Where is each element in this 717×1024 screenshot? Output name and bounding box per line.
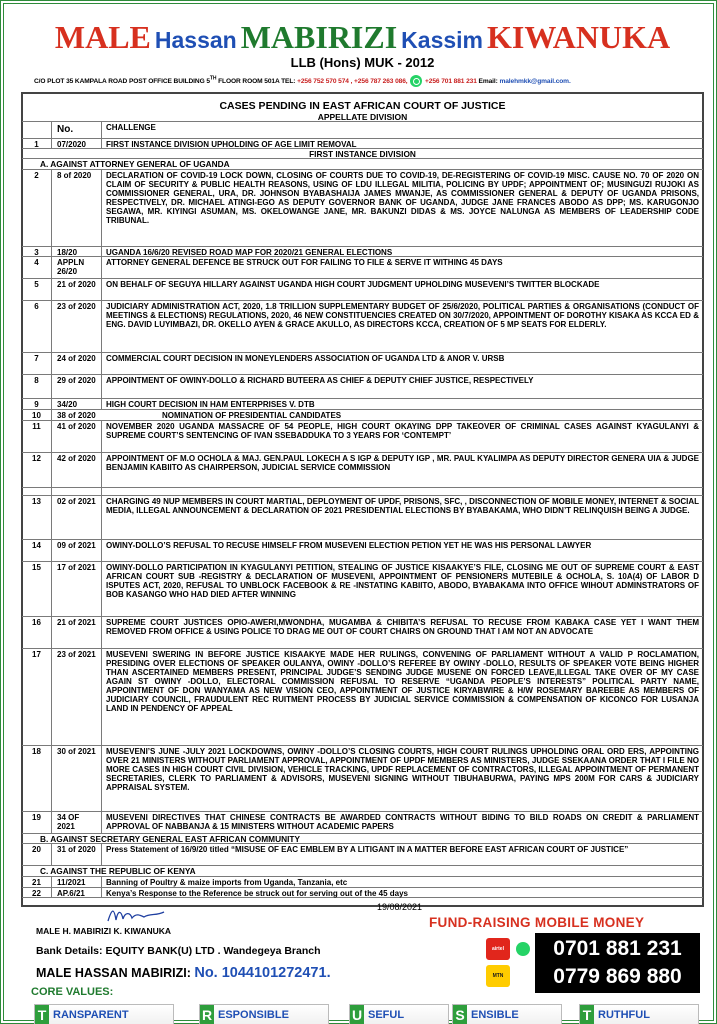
section-c-heading: C. AGAINST THE REPUBLIC OF KENYA [22, 865, 703, 876]
table-row: 15 17 of 2021 OWINY-DOLLO PARTICIPATION IN KYAGULANYI PETITION, STEALING OF JUSTICE KISAAKYE’S FILE, CLOSING ME OUT OF SUPREME COURT & EAST AFRICAN COURT SUB -REGISTRY & DECLARATION OF MUSEVENI, APPOINTMENT OF PENSIONERS MUTEBILE & OCHOLA, S. 10A(4) OF LABOR D ISPUTES ACT, 2020, REFUSAL TO UNBLOCK FACEBOOK & RE -INSTATING KABIITO, ABODO, BYABAKAMA INTO OFFICE WIHOUT ADMINSTRATORS OF BOB KASANGO WHO HAD DIED AFTER WINNING [22, 561, 703, 616]
section-first-instance: FIRST INSTANCE DIVISION [22, 148, 703, 158]
table-row: 18 30 of 2021 MUSEVENI’S JUNE -JULY 2021 LOCKDOWNS, OWINY -DOLLO’S CLOSING COURTS, HIGH COURT RULINGS UPHOLDING ORAL ORD ERS, APPOINTING OVER 21 MINISTERS WITHOUT PARLIAMENT APPROVAL, APPOINTMENT OF UPDF MEMBERS AS MINISTERS, JUDGE SSEKAANA ORDER THAT I FILE NO MORE CASES IN HIGH COURT CIVIL DIVISION, VEHICLE TRACKING, UPDF REPLACEMENT OF CONTRACTORS, ILLEGAL APPOINTMENT OF PERMANENT SECRETARIES, CLERK TO PARLIAMENT & ADVISORS, MUSEVENI SIGNING WITHOUT TIBUHABURWA, PAYING MPS 200M FOR CARS & JUDICIARY APPRAISAL SYSTEM. [22, 745, 703, 811]
col-no-header: No. [52, 122, 102, 138]
account-number: No. 1044101272471. [194, 965, 331, 981]
value-sensible: S ENSIBLE [452, 1004, 562, 1024]
fundraising-title: FUND-RAISING MOBILE MONEY [429, 915, 645, 930]
address: C/O PLOT 35 KAMPALA ROAD POST OFFICE BUILDING 5 [34, 77, 210, 85]
col-challenge-header: CHALLENGE [106, 123, 156, 132]
value-transparent: T RANSPARENT [34, 1004, 174, 1024]
qualification: LLB (Hons) MUK - 2012 [290, 55, 435, 70]
table-row: 7 24 of 2020 COMMERCIAL COURT DECISION IN MONEYLENDERS ASSOCIATION OF UGANDA LTD & ANOR V. URSB [22, 352, 703, 374]
table-row: 8 29 of 2020 APPOINTMENT OF OWINY-DOLLO & RICHARD BUTEERA AS CHIEF & DEPUTY CHIEF JUSTICE, RESPECTIVELY [22, 374, 703, 398]
table-row-spacer [22, 487, 703, 495]
table-row: 10 38 of 2020 NOMINATION OF PRESIDENTIAL CANDIDATES [22, 409, 703, 420]
core-values-strip [34, 1004, 704, 1024]
email-address: malehmkk@gmail.com. [499, 77, 571, 85]
bank-details: Bank Details: EQUITY BANK(U) LTD . Wandegeya Branch [36, 945, 321, 957]
contact-line [34, 75, 694, 87]
table-row: 3 18/20 UGANDA 16/6/20 REVISED ROAD MAP FOR 2020/21 GENERAL ELECTIONS [22, 246, 703, 256]
phone-numbers: +256 752 570 574 , +256 787 263 086, [297, 77, 408, 85]
table-row: 22 AP.6/21 Kenya’s Response to the Reference be struck out for serving out of the 45 days [22, 887, 703, 898]
phone-whatsapp: +256 701 881 231 [425, 77, 477, 85]
name-kassim: Kassim [401, 27, 483, 53]
mobile-money-number-1: 0701 881 231 [553, 937, 682, 960]
section-a-heading: A. AGAINST ATTORNEY GENERAL OF UGANDA [22, 158, 703, 169]
table-row: 16 21 of 2021 SUPREME COURT JUSTICES OPIO-AWERI,MWONDHA, MUGAMBA & CHIBITA’S REFUSAL TO RECUSE FROM KABAKA CASE YET I WANT THEM REMOVED FROM OFFICE & USING POLICE TO DRAG ME OUT OF COURT CHAIRS ON GROUND THAT I AM NOT AN ADVOCATE [22, 616, 703, 648]
table-header [22, 121, 703, 138]
name-male: MALE [54, 19, 151, 55]
account-line [36, 965, 331, 981]
value-truthful: T RUTHFUL [579, 1004, 699, 1024]
table-row: 17 23 of 2021 MUSEVENI SWERING IN BEFORE JUSTICE KISAAKYE MADE HER RULINGS, CONVENING OF PARLIAMENT WITHOUT A VALID P ROCLAMATION, PRESIDING OVER ELECTIONS OF SPEAKER OULANYA, OWINY -DOLLO’S REFEREE BY OWINY -DOLLO, RESULTS OF SPEAKER VOTE BEING HIGHER THAN ASCERTAINED MEMBERS PRESENT, PRINCIPAL JUDGE’S SENDING JUDGE MUSENE ON FORCED LEAVE,ILLEGAL TAKE OVER OF MY CASE AGAIN ST OWINY -DOLLO, ELECTORAL COMMISSION REFUSAL TO RESERVE “UGANDA PEOPLE’S INTERESTS” POLITICAL PARTY NAME, APPOINTMENT OF DON WANYAMA AS NEW VISION CEO, APPOINTMENT OF JUSTICE KIRYABWIRE & H/W ROSEMARY BAREEBE AS MEMBERS OF JUDICIARY COUNCIL, FRAUDULENT REC RUITMENT PROCESS BY JUDICIAL SERVICE COMMISSION & COMPENSATION OF KICONCO FOR LUSANJA LAND IN PENDENCY OF APPEAL [22, 648, 703, 745]
name-kiwanuka: KIWANUKA [487, 19, 671, 55]
table-row: 11 41 of 2020 NOVEMBER 2020 UGANDA MASSACRE OF 54 PEOPLE, HIGH COURT OKAYING DPP TAKEOVER OF CRIMINAL CASES AGAINST KYAGULANYI & SUPREME COURT’S SENTENCING OF IVAN SSEBADDUKA TO 3 YEARS FOR ‘CONTEMPT’ [22, 420, 703, 452]
mobile-money-box [535, 933, 700, 993]
mtn-logo-icon: MTN [486, 965, 510, 987]
name-hassan: Hassan [154, 27, 237, 53]
whatsapp-icon [410, 75, 422, 87]
address-floor: FLOOR ROOM 501A TEL: [218, 77, 296, 85]
table-row: 6 23 of 2020 JUDICIARY ADMINISTRATION ACT, 2020, 1.8 TRILLION SUPPLEMENTARY BUDGET OF 25/6/2020, POLITICAL PARTIES & ORGANISATIONS (CONDUCT OF MEETINGS & ELECTIONS) REGULATIONS, 2020, 46 NEW CONSTITUENCIES CREATED ON 30/7/2020, APPOINTMENT OF DOROTHY KISAKA AS KCCA ED & ENG. DAVID LUYIMBAZI, DR. OKELLO AYEN & GRACE AKULLO, AS DIRECTORS KCCA, CREATION OF 5 MP SEATS FOR ELDERLY. [22, 300, 703, 352]
table-row: 21 11/2021 Banning of Poultry & maize imports from Uganda, Tanzania, etc [22, 876, 703, 887]
core-values-label: CORE VALUES: [31, 986, 114, 998]
address-sup: TH [209, 75, 217, 82]
mobile-money-number-2: 0779 869 880 [553, 965, 682, 988]
value-useful: U SEFUL [349, 1004, 449, 1024]
section-b-heading: B. AGAINST SECRETARY GENERAL EAST AFRICAN COMMUNITY [22, 833, 703, 843]
email-label: Email: [478, 77, 498, 85]
account-holder: MALE HASSAN MABIRIZI: [36, 966, 191, 980]
table-row: 13 02 of 2021 CHARGING 49 NUP MEMBERS IN COURT MARTIAL, DEPLOYMENT OF UPDF, PRISONS, SFC, , DISCONNECTION OF MOBILE MONEY, INTERNET & SOCIAL MEDIA, ILLEGAL ANNOUNCEMENT & DECLARATION OF 2021 PRESIDENTIAL ELECTIONS BY BYABAKAMA, WHO DIDN’T RELINQUISH BEING A JUDGE. [22, 495, 703, 539]
table-row: 4 APPLN 26/20 ATTORNEY GENERAL DEFENCE BE STRUCK OUT FOR FAILING TO FILE & SERVE IT WITHING 45 DAYS [22, 256, 703, 278]
table-row: 5 21 of 2020 ON BEHALF OF SEGUYA HILLARY AGAINST UGANDA HIGH COURT JUDGMENT UPHOLDING MUSEVENI’S TWITTER BLOCKADE [22, 278, 703, 300]
table-row: 19 34 OF 2021 MUSEVENI DIRECTIVES THAT CHINESE CONTRACTS BE AWARDED CONTRACTS WITHOUT BIDING TO BILD ROADS ON CREDIT & PARLIAMENT APPROVAL OF NABBANJA & 15 MINISTERS WITHOUT ACADEMIC PAPERS [22, 811, 703, 833]
table-row: 12 42 of 2020 APPOINTMENT OF M.O OCHOLA & MAJ. GEN.PAUL LOKECH A S IGP & DEPUTY IGP , MR. PAUL KYALIMPA AS DEPUTY DIRECTOR GENERA UIA & JUDGE BENJAMIN KABIITO AS CHAIRPERSON, JUDICIAL SERVICE COMMISSION [22, 452, 703, 487]
signer-name: MALE H. MABIRIZI K. KIWANUKA [36, 926, 172, 936]
document-title: CASES PENDING IN EAST AFRICAN COURT OF JUSTICE [219, 100, 506, 112]
table-row: 20 31 of 2020 Press Statement of 16/9/20 titled “MISUSE OF EAC EMBLEM BY A LITIGANT IN A MATTER BEFORE EAST AFRICAN COURT OF JUSTICE” [22, 843, 703, 865]
table-row: 9 34/20 HIGH COURT DECISION IN HAM ENTERPRISES V. DTB [22, 398, 703, 409]
table-row: 1 07/2020 FIRST INSTANCE DIVISION UPHOLDING OF AGE LIMIT REMOVAL [22, 138, 703, 148]
document-subtitle: APPELLATE DIVISION [317, 112, 408, 122]
name-mabirizi: MABIRIZI [240, 19, 398, 55]
signature-image [104, 904, 174, 926]
whatsapp-icon [516, 942, 530, 956]
airtel-logo-icon: airtel [486, 938, 510, 960]
table-row: 14 09 of 2021 OWINY-DOLLO’S REFUSAL TO RECUSE HIMSELF FROM MUSEVENI ELECTION PETION YET HE WAS HIS PERSONAL LAWYER [22, 539, 703, 561]
document-date: 19/08/2021 [377, 902, 423, 912]
table-row: 2 8 of 2020 DECLARATION OF COVID-19 LOCK DOWN, CLOSING OF COURTS DUE TO COVID-19, DE-REGISTERING OF COVID-19 MISC. CAUSE NO. 70 OF 2020 ON CLAIM OF SECURITY & PUBLIC HEALTH REASONS, USING OF LDU ILLEGAL MILITIA, POLICING BY UPDF; APPOINTMENT OF; MUSINGUZI RUJOKI AS COMMISSIONER GENERAL, URA, DR. JOHNSON BYABASHAIJA JAMES MWANJE, AS COMMISSIONER GENERAL & DEPUTY OF UGANDA PRISONS, RESPECTIVELY, DR. MICHAEL ATINGI-EGO AS DEPUTY GOVERNOR BANK OF UGANDA, JUDGE JANE FRANCES ABODO AS DPP; MS. KARUGONJO SEGAWA, MR. KIYINGI ASUMAN, MS. OKELOWANGE JANE, MR. BAKUNZI DIDAS & MS. JOYCE NALUNGA AS MEMBERS OF LEADERSHIP CODE TRIBUNAL. [22, 169, 703, 246]
value-responsible: R ESPONSIBLE [199, 1004, 329, 1024]
